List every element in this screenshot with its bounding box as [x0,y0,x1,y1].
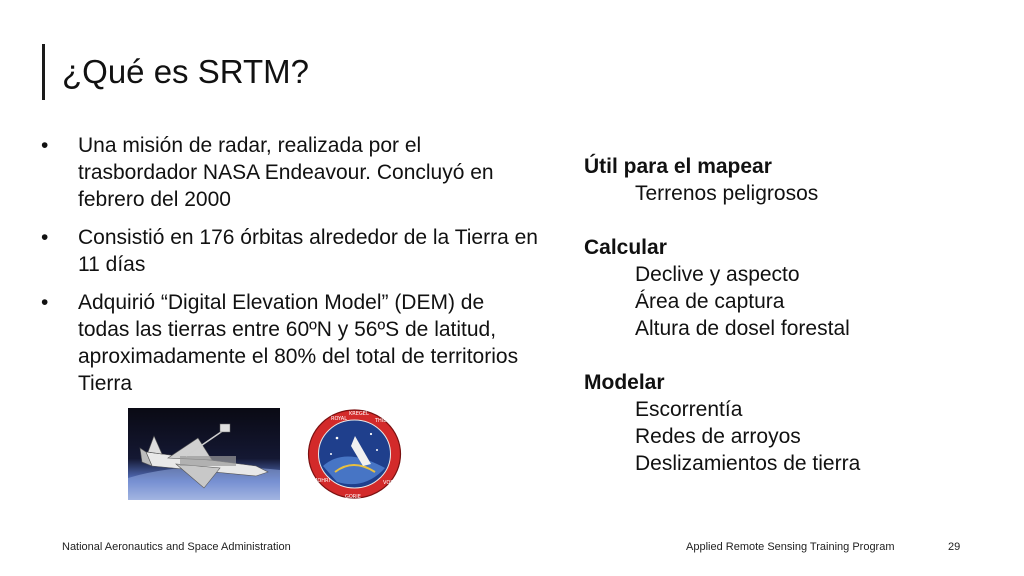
bullet-item [38,224,538,278]
group-item: Terrenos peligrosos [635,182,819,205]
bullet-list [38,132,538,408]
slide-title: ¿Qué es SRTM? [62,53,309,90]
patch-text-name: VOSS [383,480,397,486]
space-shuttle-image [128,408,280,500]
footer-program: Applied Remote Sensing Training Program [686,541,895,553]
group-heading: Útil para el mapear [584,155,772,178]
bullet-item [38,132,538,213]
patch-text-name: THIELE [375,418,393,424]
group-item: Redes de arroyos [635,425,801,448]
uses-column [584,153,1004,504]
page-number: 29 [948,541,961,553]
patch-text-name: ROYAL [331,416,348,422]
bullet-text: Una misión de radar, realizada por el trasbordador NASA Endeavour. Concluyó en febrero del 2000 [78,134,494,211]
use-group-calculate [584,234,1004,342]
patch-text-name: MOHRI [313,478,330,484]
group-item: Escorrentía [635,398,743,421]
group-item: Altura de dosel forestal [635,317,850,340]
bullet-text: Consistió en 176 órbitas alrededor de la Tierra en 11 días [78,226,538,276]
group-heading: Modelar [584,371,665,394]
use-group-model [584,369,1004,477]
group-heading: Calcular [584,236,667,259]
patch-text-name: GORIE [345,494,361,500]
bullet-item [38,289,538,397]
group-item: Declive y aspecto [635,263,800,286]
title-accent-bar [42,44,45,100]
use-group-mapping [584,153,1004,207]
patch-text-name: KREGEL [349,411,369,417]
bullet-text: Adquirió “Digital Elevation Model” (DEM) de todas las tierras entre 60ºN y 56ºS de latitud, aproximadamente el 80% del total de territorios Tierra [78,291,519,395]
bullet-marker: • [41,291,49,314]
footer-organization: National Aeronautics and Space Administration [62,541,291,553]
group-item: Área de captura [635,290,785,313]
group-item: Deslizamientos de tierra [635,452,861,475]
bullet-marker: • [41,226,49,249]
bullet-marker: • [41,134,49,157]
mission-patch-image [305,406,404,502]
